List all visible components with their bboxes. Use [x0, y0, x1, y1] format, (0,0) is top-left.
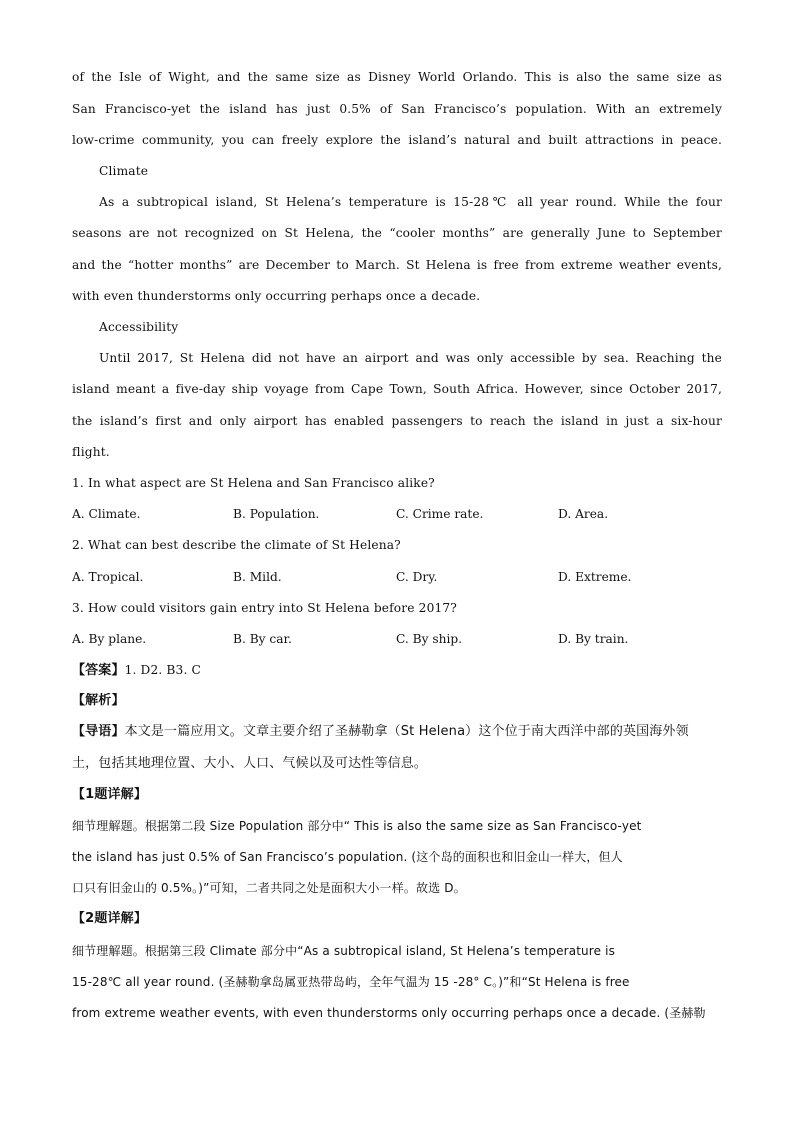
- guide-line: 土，包括其地理位置、大小、人口、气候以及可达性等信息。: [72, 756, 428, 771]
- question-stem: 2. What can best describe the climate of St Helena?: [72, 538, 401, 552]
- option-d: D. Area.: [558, 507, 609, 521]
- detail-line: 细节理解题。根据第三段 Climate 部分中“As a subtropical island, St Helena’s temperature is: [72, 944, 616, 958]
- guide-line: [72, 724, 722, 740]
- option-b: B. Mild.: [233, 570, 282, 584]
- option-c: C. Dry.: [396, 570, 438, 584]
- option-c: C. Crime rate.: [396, 507, 484, 521]
- passage-line: island meant a five-day ship voyage from Cape Town, South Africa. However, since October 2017,: [72, 382, 722, 396]
- detail-line: from extreme weather events, with even thunderstorms only occurring perhaps once a decade. (圣赫勒: [72, 1006, 706, 1020]
- passage-line: flight.: [72, 445, 110, 459]
- option-d: D. Extreme.: [558, 570, 632, 584]
- question-stem: 1. In what aspect are St Helena and San Francisco alike?: [72, 476, 435, 490]
- option-b: B. Population.: [233, 507, 320, 521]
- passage-line: seasons are not recognized on St Helena, the “cooler months” are generally June to September: [72, 226, 722, 240]
- passage-line: low-crime community, you can freely explore the island’s natural and built attractions in peace.: [72, 133, 722, 147]
- section-heading-accessibility: Accessibility: [99, 320, 179, 334]
- option-a: A. Climate.: [72, 507, 141, 521]
- detail-line: 口只有旧金山的 0.5%。)”可知，二者共同之处是面积大小一样。故选 D。: [72, 881, 466, 895]
- answer-label: 【答案】: [72, 663, 125, 678]
- passage-line: Until 2017, St Helena did not have an airport and was only accessible by sea. Reaching the: [99, 351, 722, 365]
- detail1-label: 【1题详解】: [72, 787, 147, 802]
- passage-line: As a subtropical island, St Helena’s temperature is 15-28℃ all year round. While the four: [99, 195, 722, 209]
- option-a: A. By plane.: [72, 632, 147, 646]
- passage-line: the island’s first and only airport has enabled passengers to reach the island in just a six-hour: [72, 414, 722, 428]
- option-a: A. Tropical.: [72, 570, 144, 584]
- answer-line: [72, 662, 722, 679]
- section-heading-climate: Climate: [99, 164, 149, 178]
- passage-line: and the “hotter months” are December to March. St Helena is free from extreme weather events,: [72, 258, 722, 272]
- guide-label: 【导语】: [72, 724, 125, 739]
- option-c: C. By ship.: [396, 632, 463, 646]
- detail-line: the island has just 0.5% of San Francisco’s population. (这个岛的面积也和旧金山一样大，但人: [72, 850, 623, 864]
- analysis-label: 【解析】: [72, 693, 125, 708]
- detail-line: 15-28℃ all year round. (圣赫勒拿岛属亚热带岛屿，全年气温为 15 -28° C。)”和“St Helena is free: [72, 975, 630, 989]
- answer-text: 1. D2. B3. C: [124, 663, 201, 677]
- guide-text: 本文是一篇应用文。文章主要介绍了圣赫勒拿（St Helena）这个位于南大西洋中部的英国海外领: [124, 724, 689, 739]
- passage-line: San Francisco-yet the island has just 0.5% of San Francisco’s population. With an extremely: [72, 102, 722, 116]
- option-b: B. By car.: [233, 632, 292, 646]
- detail-line: 细节理解题。根据第二段 Size Population 部分中“ This is also the same size as San Francisco-yet: [72, 819, 642, 833]
- passage-line: with even thunderstorms only occurring perhaps once a decade.: [72, 289, 481, 303]
- option-d: D. By train.: [558, 632, 629, 646]
- passage-line: of the Isle of Wight, and the same size as Disney World Orlando. This is also the same size as: [72, 70, 722, 84]
- question-stem: 3. How could visitors gain entry into St Helena before 2017?: [72, 601, 457, 615]
- detail2-label: 【2题详解】: [72, 911, 147, 926]
